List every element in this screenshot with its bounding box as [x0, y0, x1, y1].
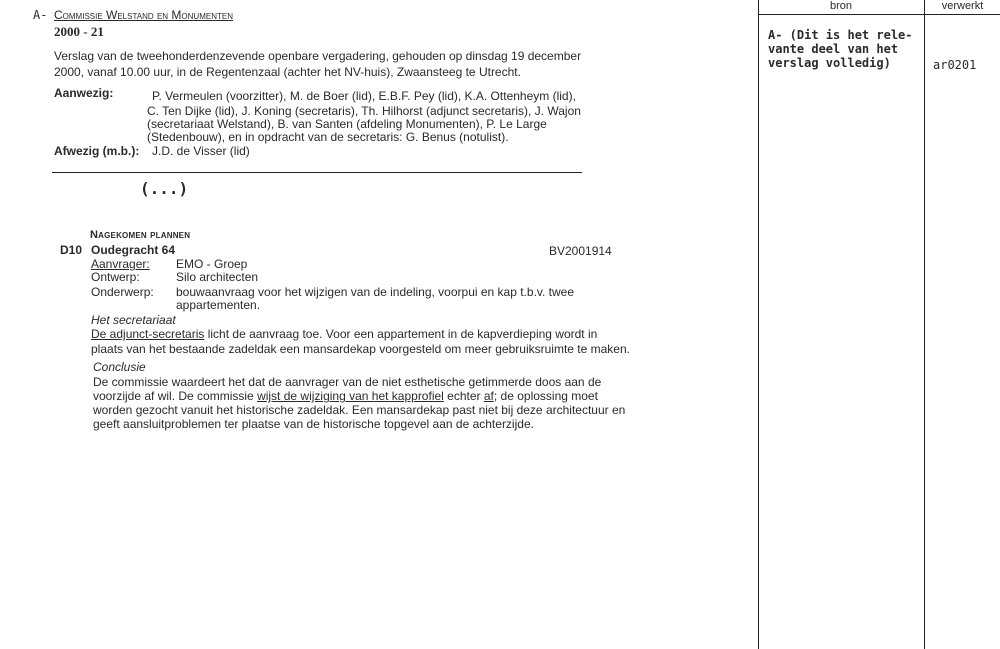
- section-heading: Nagekomen plannen: [90, 229, 191, 241]
- conclusion-text: voorzijde af wil.: [93, 389, 176, 403]
- column-header-source: bron: [829, 0, 853, 12]
- table-border-mid: [924, 0, 925, 649]
- table-border-left: [758, 0, 759, 649]
- table-header-rule: [758, 14, 1000, 15]
- processed-value: ar0201: [933, 58, 977, 72]
- design-value: Silo architecten: [176, 270, 259, 284]
- present-line: C. Ten Dijke (lid), J. Koning (secretaris), Th. Hilhorst (adjunct secretaris), J. Wajon: [147, 104, 581, 118]
- applicant-value: EMO - Groep: [176, 257, 248, 271]
- source-note-line-2: vante deel van het: [768, 42, 899, 56]
- absent-value: J.D. de Visser (lid): [152, 144, 250, 158]
- subject-line-1: bouwaanvraag voor het wijzigen van de indeling, voorpui en kap t.b.v. twee: [176, 285, 575, 299]
- conclusion-line-2: [93, 389, 598, 403]
- present-line: (Stedenbouw), en in opdracht van de secretaris: G. Benus (notulist).: [147, 130, 509, 144]
- item-code: D10: [60, 243, 83, 257]
- secretariat-lead: De adjunct-secretaris: [91, 327, 205, 341]
- secretariat-line-1: [91, 327, 597, 341]
- org-name: Commissie Welstand en Monumenten: [54, 8, 233, 22]
- conclusion-line-5: geeft aansluitproblemen ter plaatse van de historische topgevel aan de achterzijde.: [93, 417, 534, 431]
- present-line: P. Vermeulen (voorzitter), M. de Boer (lid), E.B.F. Pey (lid), K.A. Ottenheym (lid),: [152, 89, 576, 103]
- item-reference: BV2001914: [549, 244, 612, 258]
- conclusion-text: ; de oplossing moet: [493, 389, 598, 403]
- subject-label: Onderwerp:: [91, 285, 154, 299]
- secretariat-rest: licht de aanvraag toe. Voor een appartement in de kapverdieping wordt in: [204, 327, 598, 341]
- conclusion-text: echter: [443, 389, 484, 403]
- ellipsis: (...): [140, 179, 189, 198]
- conclusion-line-4: worden gezocht vanuit het historische zadeldak. Een mansardekap past niet bij deze architectuur en: [93, 403, 626, 417]
- source-note-line-1: A- (Dit is het rele-: [768, 28, 913, 42]
- item-address: Oudegracht 64: [91, 243, 176, 257]
- column-header-processed: verwerkt: [941, 0, 984, 12]
- design-label: Ontwerp:: [91, 270, 140, 284]
- conclusion-emphasis: wijst de wijziging van het kapprofiel: [257, 389, 444, 403]
- conclusion-line-1: De commissie waardeert het dat de aanvrager van de niet esthetische getimmerde doos aan de: [93, 375, 602, 389]
- margin-mark: A-: [33, 8, 48, 22]
- conclusion-text: De commissie: [178, 389, 258, 403]
- absent-label: Afwezig (m.b.):: [54, 144, 140, 158]
- source-note-line-3: verslag volledig): [768, 56, 891, 70]
- conclusion-heading: Conclusie: [93, 360, 146, 374]
- present-label: Aanwezig:: [54, 86, 114, 100]
- intro-line-1: Verslag van de tweehonderdenzevende openbare vergadering, gehouden op dinsdag 19 december: [54, 49, 582, 63]
- secretariat-line-2: plaats van het bestaande zadeldak een mansardekap voorgesteld om meer gebruiksruimte te maken.: [91, 342, 630, 356]
- conclusion-emphasis: af: [483, 389, 494, 403]
- secretariat-heading: Het secretariaat: [91, 313, 176, 327]
- divider: [52, 172, 582, 173]
- applicant-label: Aanvrager:: [91, 257, 150, 271]
- present-line: (secretariaat Welstand), B. van Santen (afdeling Monumenten), P. Le Large: [147, 117, 547, 131]
- intro-line-2: 2000, vanaf 10.00 uur, in de Regentenzaal (achter het NV-huis), Zwaansteeg te Utrecht.: [54, 65, 521, 79]
- subject-line-2: appartementen.: [176, 298, 261, 312]
- doc-number: 2000 - 21: [54, 24, 104, 39]
